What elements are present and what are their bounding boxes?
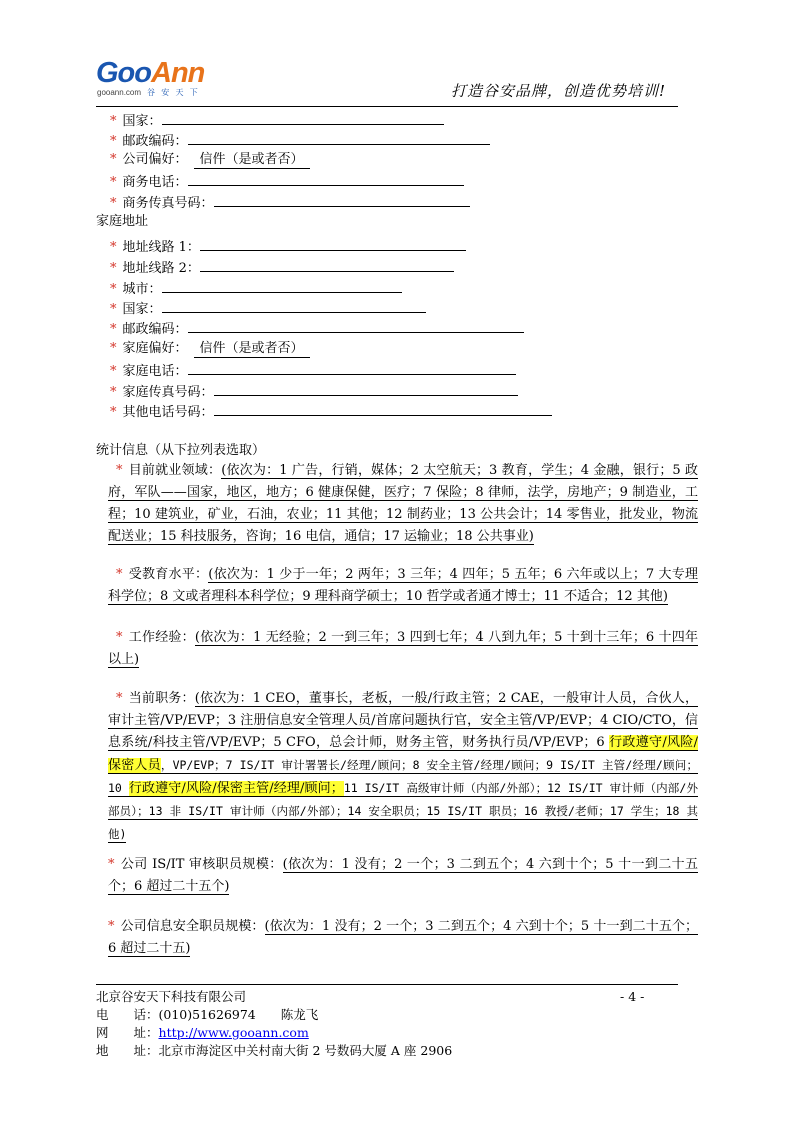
required-star-icon: * <box>110 134 117 149</box>
footer-divider <box>96 984 678 985</box>
security-staff-size-select[interactable]: (依次为：1 没有；2 一个；3 二到五个；4 六到十个；5 十一到二十五个；6 超过二十五) <box>108 919 698 956</box>
required-star-icon: * <box>110 322 117 337</box>
page-number: - 4 - <box>620 989 645 1004</box>
required-star-icon: * <box>108 919 115 934</box>
highlight-compliance-staff: 行政遵守/风险/保密人员 <box>108 735 698 773</box>
field-other-phone: * 其他电话号码： <box>110 401 552 421</box>
field-company-preference: * 公司偏好： 信件（是或者否） <box>110 150 310 170</box>
required-star-icon: * <box>110 175 117 190</box>
field-employment-sector: * 目前就业领域：(依次为：1 广告，行销，媒体；2 太空航天；3 教育，学生；4 金融，银行；5 政府，军队——国家，地区，地方；6 健康保健，医疗；7 保险；8 律师，法学，房地产；9 制造业，工程；10 建筑业，矿业，石油，农业；11 其他；12 制药业；13 公共会计；14 零售业，批发业，物流配送业；15 科技服务，咨询；16 电信，通信；17 运输业；18 公共事业) <box>108 463 698 544</box>
business-country-input[interactable] <box>162 110 444 125</box>
field-home-city: * 城市： <box>110 278 402 298</box>
footer-address: 地 址：北京市海淀区中关村南大街 2 号数码大厦 A 座 2906 <box>96 1043 453 1058</box>
field-home-preference: * 家庭偏好： 信件（是或者否） <box>110 339 310 359</box>
home-preference-select[interactable]: 信件（是或者否） <box>194 341 310 358</box>
footer-company: 北京谷安天下科技有限公司 <box>96 989 247 1004</box>
website-link[interactable]: http://www.gooann.com <box>158 1025 309 1040</box>
field-audit-staff-size: * 公司 IS/IT 审核职员规模：(依次为：1 没有；2 一个；3 二到五个；4 六到十个；5 十一到二十五个；6 超过二十五个) <box>108 857 699 894</box>
required-star-icon: * <box>116 567 123 582</box>
field-home-fax: * 家庭传真号码： <box>110 381 518 401</box>
field-business-phone: * 商务电话： <box>110 171 464 191</box>
field-home-postcode: * 邮政编码： <box>110 318 524 338</box>
required-star-icon: * <box>110 152 117 167</box>
footer-website: 网 址：http://www.gooann.com <box>96 1025 309 1040</box>
required-star-icon: * <box>116 691 123 706</box>
education-level-select[interactable]: (依次为：1 少于一年；2 两年；3 三年；4 四年；5 五年；6 六年或以上；7 大专理科学位；8 文或者理科本科学位；9 理科商学硕士；10 哲学或者通才博士；11 不适合；12 其他) <box>108 567 698 604</box>
company-preference-select[interactable]: 信件（是或者否） <box>194 152 310 169</box>
required-star-icon: * <box>116 463 123 478</box>
required-star-icon: * <box>110 261 117 276</box>
required-star-icon: * <box>110 196 117 211</box>
employment-sector-select[interactable]: (依次为：1 广告，行销，媒体；2 太空航天；3 教育，学生；4 金融，银行；5 政府，军队——国家，地区，地方；6 健康保健，医疗；7 保险；8 律师，法学，房地产；9 制造业，工程；10 建筑业，矿业，石油，农业；11 其他；12 制药业；13 公共会计；14 零售业，批发业，物流配送业；15 科技服务，咨询；16 电信，通信；17 运输业；18 公共事业) <box>108 463 698 544</box>
required-star-icon: * <box>110 302 117 317</box>
field-current-position: * 当前职务：(依次为：1 CEO，董事长，老板，一般/行政主管；2 CAE，一般审计人员，合伙人，审计主管/VP/EVP；3 注册信息安全管理人员/首席问题执行官，安全主管/VP/EVP；4 CIO/CTO，信息系统/科技主管/VP/EVP；5 CFO，总会计师，财务主管，财务执行员/VP/EVP；6 行政遵守/风险/保密人员，VP/EVP；7 IS/IT 审计署署长/经理/顾问；8 安全主管/经理/顾问；9 IS/IT 主管/经理/顾问；10 行政遵守/风险/保密主管/经理/顾问；11 IS/IT 高级审计师（内部/外部）；12 IS/IT 审计师（内部/外部员）；13 非 IS/IT 审计师（内部/外部）；14 安全职员；15 IS/IT 职员；16 教授/老师；17 学生；18 其他) <box>108 691 698 841</box>
home-address1-input[interactable] <box>200 236 466 251</box>
home-postcode-input[interactable] <box>188 318 524 333</box>
work-experience-select[interactable]: (依次为：1 无经验；2 一到三年；3 四到七年；4 八到九年；5 十到十三年；6 十四年以上) <box>108 630 698 667</box>
logo-wordmark: GooAnn <box>96 57 205 89</box>
stats-heading: 统计信息（从下拉列表选取） <box>96 443 266 458</box>
field-home-phone: * 家庭电话： <box>110 360 516 380</box>
current-position-select[interactable]: (依次为：1 CEO，董事长，老板，一般/行政主管；2 CAE，一般审计人员，合伙人，审计主管/VP/EVP；3 注册信息安全管理人员/首席问题执行官，安全主管/VP/EVP；4 CIO/CTO，信息系统/科技主管/VP/EVP；5 CFO，总会计师，财务主管，财务执行员/VP/EVP；6 行政遵守/风险/保密人员，VP/EVP；7 IS/IT 审计署署长/经理/顾问；8 安全主管/经理/顾问；9 IS/IT 主管/经理/顾问；10 行政遵守/风险/保密主管/经理/顾问；11 IS/IT 高级审计师（内部/外部）；12 IS/IT 审计师（内部/外部员）；13 非 IS/IT 审计师（内部/外部）；14 安全职员；15 IS/IT 职员；16 教授/老师；17 学生；18 其他) <box>108 691 698 841</box>
footer-phone: 电 话：(010)51626974 陈龙飞 <box>96 1007 319 1022</box>
required-star-icon: * <box>110 114 117 129</box>
other-phone-input[interactable] <box>214 401 552 416</box>
required-star-icon: * <box>110 240 117 255</box>
home-country-input[interactable] <box>162 298 426 313</box>
gooann-logo <box>96 58 231 100</box>
required-star-icon: * <box>110 364 117 379</box>
business-fax-input[interactable] <box>214 192 470 207</box>
field-business-fax: * 商务传真号码： <box>110 192 470 212</box>
home-city-input[interactable] <box>162 278 402 293</box>
field-home-address2: * 地址线路 2： <box>110 257 454 277</box>
field-work-experience: * 工作经验：(依次为：1 无经验；2 一到三年；3 四到七年；4 八到九年；5 十到十三年；6 十四年以上) <box>108 630 698 667</box>
field-home-country: * 国家： <box>110 298 426 318</box>
field-education-level: * 受教育水平：(依次为：1 少于一年；2 两年；3 三年；4 四年；5 五年；6 六年或以上；7 大专理科学位；8 文或者理科本科学位；9 理科商学硕士；10 哲学或者通才博士；11 不适合；12 其他) <box>108 567 698 604</box>
field-home-address1: * 地址线路 1： <box>110 236 466 256</box>
business-phone-input[interactable] <box>188 171 464 186</box>
home-address-heading: 家庭地址 <box>96 214 149 229</box>
field-business-postcode: * 邮政编码： <box>110 130 490 150</box>
logo-subtitle: gooann.com 谷 安 天 下 <box>97 88 200 97</box>
required-star-icon: * <box>116 630 123 645</box>
header-divider <box>96 106 678 107</box>
home-fax-input[interactable] <box>214 381 518 396</box>
business-postcode-input[interactable] <box>188 130 490 145</box>
header-slogan: 打造谷安品牌，创造优势培训! <box>450 82 666 100</box>
field-business-country: * 国家： <box>110 110 444 130</box>
required-star-icon: * <box>110 282 117 297</box>
audit-staff-size-select[interactable]: (依次为：1 没有；2 一个；3 二到五个；4 六到十个；5 十一到二十五个；6 超过二十五个) <box>108 857 699 894</box>
required-star-icon: * <box>108 857 115 872</box>
required-star-icon: * <box>110 405 117 420</box>
required-star-icon: * <box>110 385 117 400</box>
home-address2-input[interactable] <box>200 257 454 272</box>
home-phone-input[interactable] <box>188 360 516 375</box>
field-security-staff-size: * 公司信息安全职员规模：(依次为：1 没有；2 一个；3 二到五个；4 六到十个；5 十一到二十五个；6 超过二十五) <box>108 919 698 956</box>
required-star-icon: * <box>110 341 117 356</box>
highlight-compliance-manager: 行政遵守/风险/保密主管/经理/顾问； <box>128 781 344 796</box>
